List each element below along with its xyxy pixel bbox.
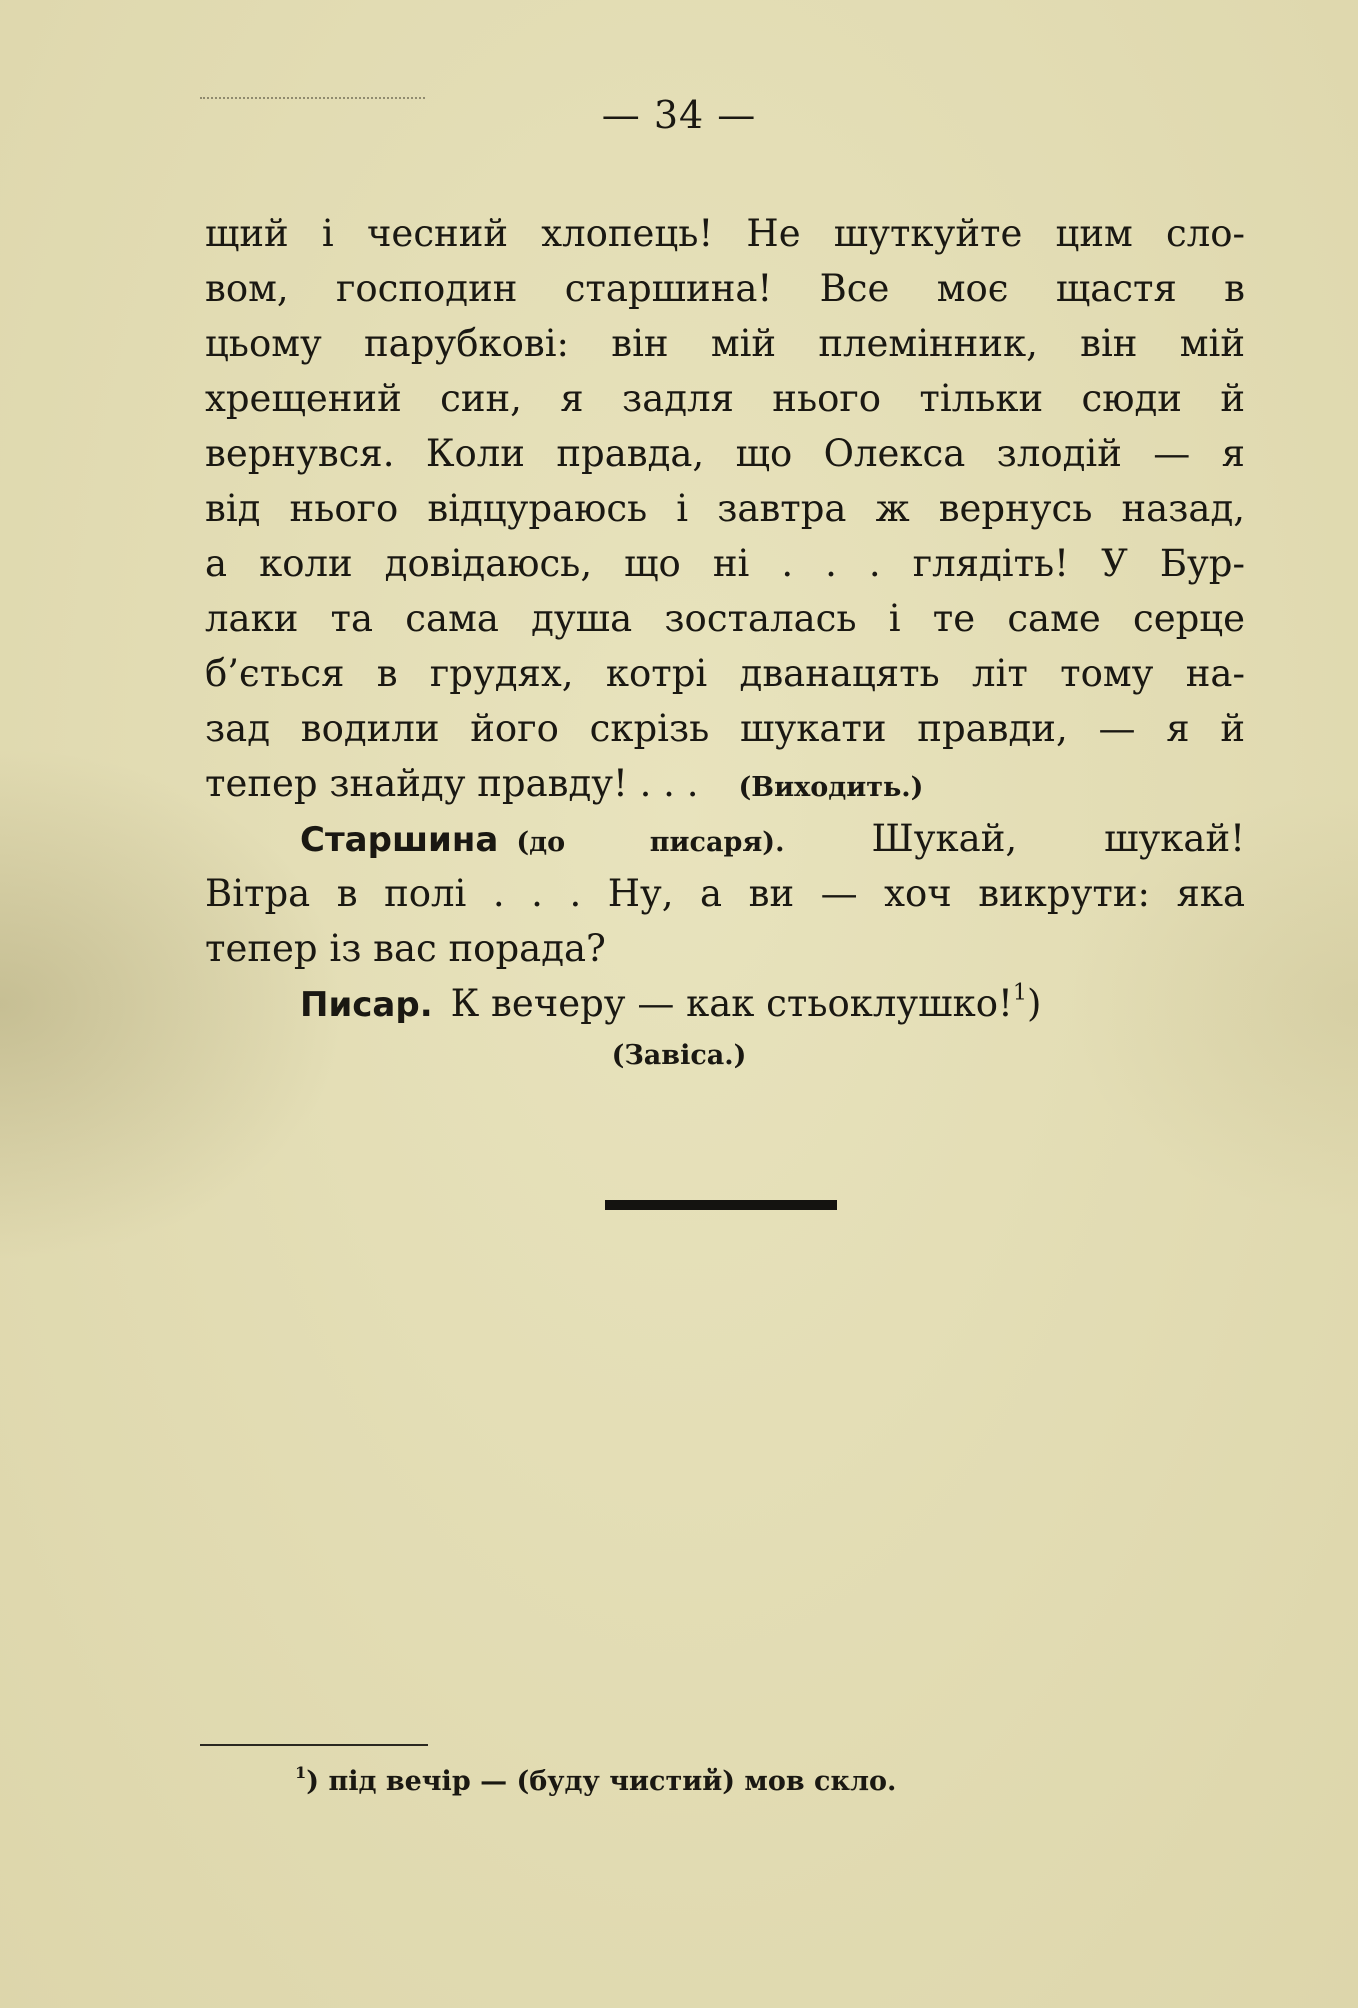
page-number: — 34 — <box>601 93 757 137</box>
stage-direction-exit: (Виходить.) <box>738 772 924 803</box>
stage-direction-to-clerk: (до писаря). <box>516 827 785 858</box>
text-line: щий і чесний хлопець! Не шуткуйте цим сло- <box>205 212 1245 255</box>
stage-direction-curtain: (Завіса.) <box>611 1040 747 1071</box>
end-of-act-rule <box>605 1200 837 1210</box>
dialogue-starshyna <box>205 811 1245 866</box>
starshyna-speech-3: тепер із вас порада? <box>205 927 606 970</box>
footnote-text: ) під вечір — (буду чистий) мов скло. <box>306 1766 897 1797</box>
text-line-last <box>205 756 1245 811</box>
last-line-text: тепер знайду правду! . . . <box>205 762 699 805</box>
dialogue-pysar <box>205 976 1245 1031</box>
text-line: вернувся. Коли правда, що Олекса злодій — я <box>205 432 1245 475</box>
footnote-marker: 1 <box>295 1762 307 1782</box>
text-line: цьому парубкові: він мій племінник, він мій <box>205 322 1245 365</box>
text-line: зад водили його скрізь шукати правди, — я й <box>205 707 1245 750</box>
footnote-ref: 1 <box>1012 979 1027 1006</box>
starshyna-speech-2: Вітра в полі . . . Ну, а ви — хоч викрути: яка <box>205 872 1245 915</box>
starshyna-speech-1: Шукай, шукай! <box>871 817 1246 860</box>
text-line: вом, господин старшина! Все моє щастя в <box>205 267 1245 310</box>
text-line: хрещений син, я задля нього тільки сюди й <box>205 377 1245 420</box>
text-line: а коли довідаюсь, що ні . . . глядіть! У Бур- <box>205 542 1245 585</box>
speaker-starshyna: Старшина <box>300 820 499 860</box>
text-line: б’ється в грудях, котрі дванацять літ тому на- <box>205 652 1245 695</box>
footnote-ref-paren: ) <box>1026 982 1042 1025</box>
speaker-pysar: Писар. <box>300 985 433 1025</box>
footnote <box>295 1762 896 1802</box>
body-text <box>205 206 1245 1031</box>
footnote-rule <box>200 1744 428 1746</box>
pysar-speech: К вечеру — как стьоклушко! <box>450 982 1013 1025</box>
text-line: лаки та сама душа зосталась і те саме серце <box>205 597 1245 640</box>
text-line: від нього відцураюсь і завтра ж вернусь назад, <box>205 487 1245 530</box>
